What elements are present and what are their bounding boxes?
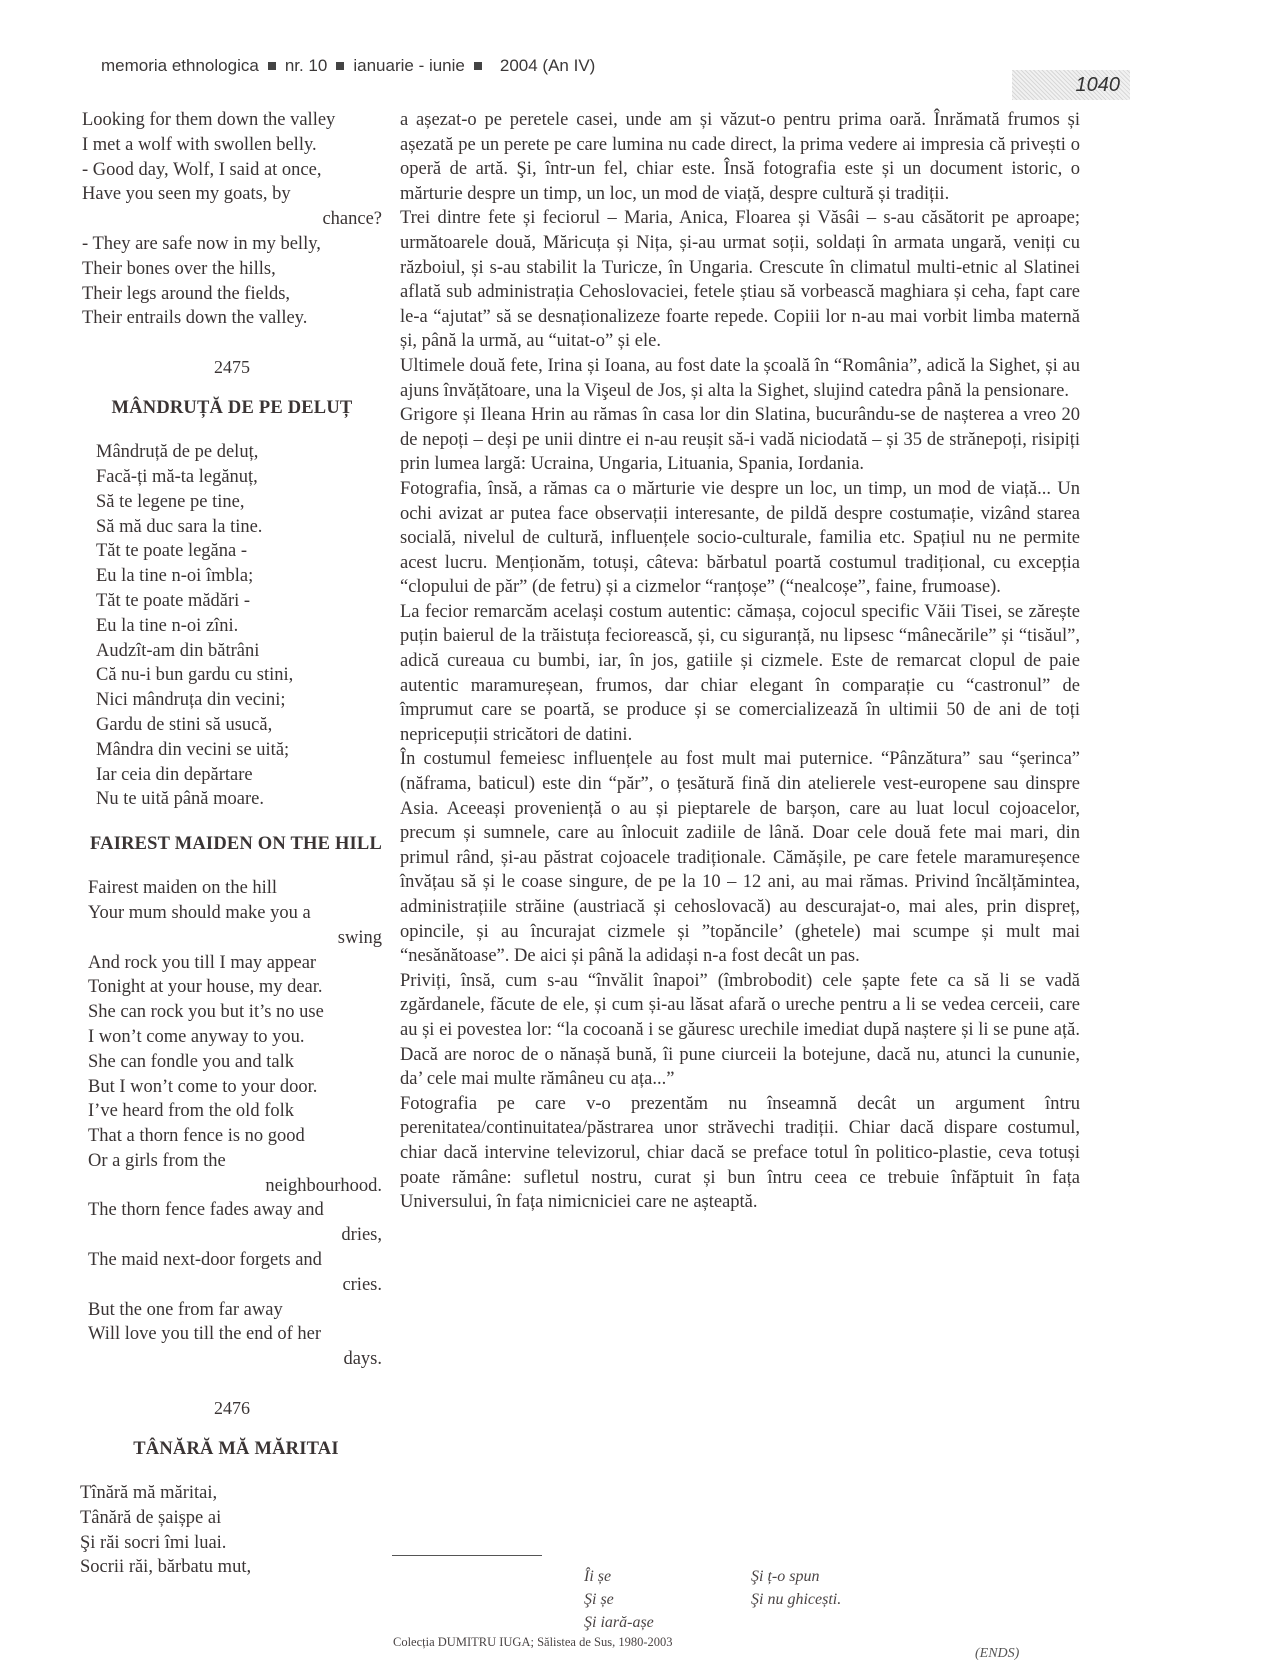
verse-line: Or a girls from the: [88, 1150, 226, 1171]
bullet-square-icon: [474, 62, 482, 70]
article-body: [400, 108, 1080, 1215]
verse-line: - They are safe now in my belly,: [82, 233, 321, 254]
verse-line: The thorn fence fades away and: [88, 1200, 324, 1221]
verse-line: Will love you till the end of her: [88, 1324, 322, 1345]
verse-line: I’ve heard from the old folk: [88, 1101, 294, 1122]
verse-line: Să mă duc sara la tine.: [96, 516, 263, 537]
verse-line: She can rock you but it’s no use: [88, 1002, 324, 1023]
article-paragraph: La fecior remarcăm același costum autentic: cămașa, cojocul specific Văii Tisei, se zărește puțin baierul de la trăistuța feciorească, și, cu siguranță, nu lipsesc “mânecările” și “tisăul”, adică cureaua cu bumbi, iar, în jos, gatiile și cizmele. Este de remarcat clopul de paie autentic maramureșean, frumos, dar chiar elegant în comparație cu “castronul” de împrumut care se poartă, se produce și se comercializează în ultimii 50 de ani de toți nepricepuții stricători de datini.: [400, 601, 1080, 745]
verse-line: Şi răi socri îmi luai.: [80, 1532, 227, 1553]
verse-line: Iar ceia din depărtare: [96, 764, 253, 785]
verse-line: Mândruță de pe deluț,: [96, 442, 259, 463]
verse-line: Fairest maiden on the hill: [88, 878, 278, 899]
poem-verse-english: [82, 876, 382, 1372]
verse-line: Tonight at your house, my dear.: [88, 977, 323, 998]
running-header: [101, 56, 595, 76]
verse-line: I won’t come anyway to you.: [88, 1026, 305, 1047]
poem-verse: [80, 1481, 382, 1580]
article-paragraph: Fotografia pe care v-o prezentăm nu înseamnă decât un argument întru perenitatea/continuitatea/păstrarea unor străvechi tradiții. Chiar dacă dispare costumul, chiar dacă intervine televizorul, chiar dacă se preface totul în politico-plastie, ceva totuși poate rămâne: sufletul nostru, curat și bun întru ceea ce trebuie înfăptuit în fața Universului, în fața nimicniciei care ne așteaptă.: [400, 1093, 1080, 1213]
verse-line: Tăt te poate legăna -: [96, 541, 247, 562]
article-paragraph: În costumul femeiesc influențele au fost mult mai puternice. “Pânzătura” sau “șerinca” (năframa, baticul) este din “păr”, o țesătură fină din atelierele vest-europene sau dinspre Asia. Aceeași proveniență o au și pieptarele de barșon, care au luat locul cojoacelor, precum și sumnele, care au înlocuit zadiile de lână. Doar cele două fete mai mari, din primul rând, și-au păstrat cojoacele tradiționale. Cămășile, pe care fetele maramureșence învățau să și le coase singure, de pe la 10 – 12 ani, au mai rămas. Privind încălțămintea, administrațiile străine (austriacă și cehoslovacă) au descurajat-o, mai ales, prin dispreț, opincile, și au încurajat cizmele și ”topăncile’ (ghetele) mai scumpe și mult mai “nesănătoase”. De aici și până la adidași n-a fost decât un pas.: [400, 749, 1080, 967]
signature: (ENDS): [975, 1646, 1020, 1661]
verse-line: - Good day, Wolf, I said at once,: [82, 159, 322, 180]
verse-line: Că nu-i bun gardu cu stini,: [96, 665, 294, 686]
verse-line: cries.: [342, 1274, 382, 1295]
poem-title: MÂNDRUȚĂ DE PE DELUȚ: [111, 398, 353, 419]
issue-year: 2004 (An IV): [499, 56, 596, 75]
issue-number: nr. 10: [284, 56, 328, 75]
verse-line: Tăt te poate mădări -: [96, 590, 251, 611]
verse-line: Să te legene pe tine,: [96, 491, 245, 512]
poem-title-english: FAIREST MAIDEN ON THE HILL: [90, 834, 383, 855]
verse-line: Their bones over the hills,: [82, 258, 276, 279]
verse-line: Gardu de stini să usucă,: [96, 714, 273, 735]
collection-credit: Colecția DUMITRU IUGA; Sălistea de Sus, 1980-2003: [393, 1635, 673, 1649]
verse-line: But the one from far away: [88, 1299, 283, 1320]
verse-line: Tânără de șaișpe ai: [80, 1507, 222, 1528]
verse-line: Their legs around the fields,: [82, 283, 291, 304]
poem-verse: [82, 440, 382, 812]
verse-line: Looking for them down the valley: [82, 110, 336, 130]
verse-line: Socrii răi, bărbatu mut,: [80, 1557, 252, 1578]
verse-line: That a thorn fence is no good: [88, 1126, 305, 1147]
verse-line: Tînără mă măritai,: [80, 1483, 218, 1504]
poem-number: 2476: [214, 1398, 250, 1419]
verse-line: Şi nu ghicești.: [751, 1591, 842, 1608]
verse-line: chance?: [322, 209, 382, 230]
verse-line: Îi șe: [584, 1568, 612, 1585]
bullet-square-icon: [336, 62, 344, 70]
verse-line: Şi ț-o spun: [751, 1568, 820, 1585]
footnote-verse-2: [751, 1565, 841, 1611]
verse-line: dries,: [341, 1225, 382, 1246]
footnote-divider: [392, 1555, 542, 1556]
article-paragraph: Grigore și Ileana Hrin au rămas în casa lor din Slatina, bucurându-se de nașterea a vreo 20 de nepoți – deși pe unii dintre ei n-au reușit să-i vadă niciodată – și 35 de strănepoți, risipiți prin lumea largă: Ucraina, Ungaria, Lituania, Spania, Iordania.: [400, 405, 1080, 475]
verse-line: But I won’t come to your door.: [88, 1076, 318, 1097]
verse-line: Nici mândruța din vecini;: [96, 690, 286, 711]
article-paragraph: a așezat-o pe peretele casei, unde am și văzut-o pentru prima oară. Înrămată frumos și așezată pe un perete pe care lumina nu cade direct, la prima vedere ai impresia că privești o operă de artă. Şi, într-un fel, chiar este. Însă fotografia este și un document istoric, o mărturie despre un timp, un loc, un mod de viață, despre cultură și tradiții.: [400, 110, 1080, 204]
article-paragraph: Ultimele două fete, Irina și Ioana, au fost date la școală în “România”, adică la Sighet, și au ajuns învățătoare, una la Vişeul de Jos, și alta la Sighet, slujind catedra până la pensionare.: [400, 355, 1080, 401]
verse-line: I met a wolf with swollen belly.: [82, 134, 317, 155]
bullet-square-icon: [268, 62, 276, 70]
poem-number: 2475: [214, 357, 250, 378]
verse-line: Eu la tine n-oi îmbla;: [96, 566, 254, 587]
verse-line: Mândra din vecini se uită;: [96, 739, 290, 760]
verse-line: days.: [343, 1349, 382, 1370]
verse-continued: [82, 108, 382, 331]
left-column: [82, 108, 382, 1580]
verse-line: Audzît-am din bătrâni: [96, 640, 260, 661]
article-paragraph: Fotografia, însă, a rămas ca o mărturie vie despre un loc, un timp, un mod de viață... Un ochi avizat ar putea face observații interesante, de pildă despre costumație, vizând starea socială, nivelul de cultură, influențele socio-culturale, familia etc. Spațiul nu ne permite acest lucru. Menționăm, totuși, câteva: bărbatul poartă costumul tradițional, cu excepția “clopului de păr” (de fetru) și a cizmelor “ranțoșe” (“nealcoșe”, faine, frumoase).: [400, 478, 1080, 598]
verse-line: Their entrails down the valley.: [82, 308, 308, 329]
poem-title: TÂNĂRĂ MĂ MĂRITAI: [133, 1439, 339, 1460]
verse-line: Şi șe: [584, 1591, 614, 1608]
verse-line: Your mum should make you a: [88, 902, 311, 923]
verse-line: swing: [337, 927, 382, 948]
verse-line: The maid next-door forgets and: [88, 1250, 322, 1271]
page-number: 1040: [1012, 70, 1130, 100]
verse-line: neighbourhood.: [265, 1175, 382, 1196]
verse-line: She can fondle you and talk: [88, 1051, 295, 1072]
verse-line: Eu la tine n-oi zîni.: [96, 615, 239, 636]
article-paragraph: Priviți, însă, cum s-au “învălit înapoi” (îmbrobodit) cele șapte fete ca să li se vadă zgărdanele, făcute de ele, și cum și-au lăsat afară o ureche pentru a li se vedea cerceii, care au și ei povestea lor: “la cocoană i se găuresc urechile imediat după naștere și li se pune ață. Dacă are noroc de o nănașă bună, îi pune ciurceii la botejune, dacă nu, atunci la cununie, da’ cele mai multe rămâneu cu ața...”: [400, 970, 1080, 1090]
verse-line: And rock you till I may appear: [88, 952, 317, 973]
article-paragraph: Trei dintre fete și feciorul – Maria, Anica, Floarea și Văsâi – s-au căsătorit pe aproape; următoarele două, Măricuța și Nița, și-au urmat soții, soldați în armata ungară, veniți cu războiul, și s-au stabilit la Turicze, în Ungaria. Crescute în climatul multi-etnic al Slatinei aflată sub administrația Cehoslovaciei, fetele știau să vorbească maghiara și ceha, fapt care le-a “ajutat” să se desnaționalizeze foarte repede. Copiii lor n-au mai vorbit limba maternă și, până la urmă, au “uitat-o” și ele.: [400, 208, 1080, 352]
verse-line: Facă-ți mă-ta legănuț,: [96, 466, 258, 487]
verse-line: Nu te uită până moare.: [96, 789, 264, 810]
footnote-verse-1: [584, 1565, 654, 1634]
verse-line: Şi iară-așe: [584, 1614, 654, 1631]
verse-line: Have you seen my goats, by: [82, 184, 291, 205]
journal-name: memoria ethnologica: [101, 56, 259, 75]
issue-period: ianuarie - iunie: [353, 56, 465, 75]
